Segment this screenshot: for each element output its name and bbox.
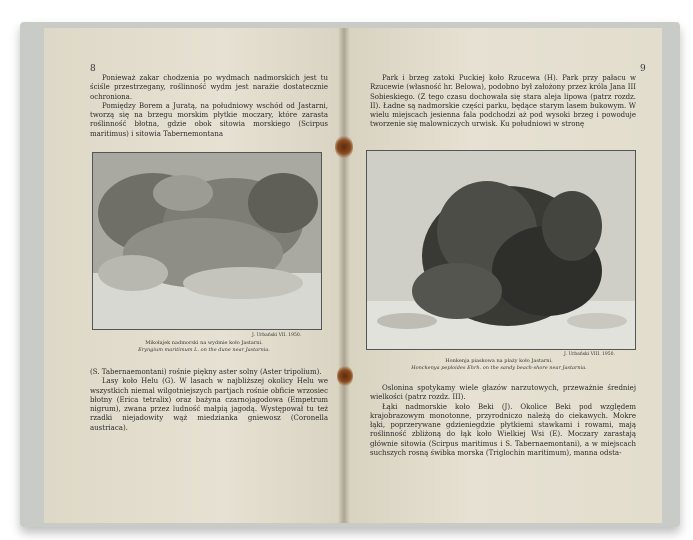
paragraph: Oslonina spotykamy wiele głazów narzutowych, przeważnie średniej wielkości (patrz rozdz. III). (370, 384, 636, 402)
honckenya-photo (366, 150, 636, 350)
left-bottom-text (90, 368, 328, 433)
page-number: 8 (90, 64, 96, 74)
paragraph: (S. Tabernaemontani) rośnie piękny aster solny (Aster tripolium). (90, 368, 322, 376)
paragraph: Lasy koło Helu (G). W lasach w najbliższej okolicy Helu we wszystkich niemal wilgotniejszych partjach rośnie obficie wrzosiec błotny (Erica tetralix) oraz bażyna czarnojagodowa (Empetrum nigrum), zwana przez ludność małpią jagodą. Występował tu też rzadki niejadowity wąż miedzianka gniewosz (Coronella austriaca). (90, 377, 328, 432)
eryngium-photo (92, 152, 322, 330)
book-spine (338, 28, 350, 523)
right-top-text (370, 74, 636, 130)
caption-text: Mikołajek nadmorski na wydmie koło Jastarni. (145, 340, 263, 346)
right-page (344, 28, 662, 523)
page-number: 9 (640, 64, 646, 74)
photo-caption (104, 340, 304, 353)
photo-credit: J. Urbański VIII. 1950. (564, 352, 615, 357)
left-page (44, 28, 344, 523)
paragraph: Łąki nadmorskie koło Beki (J). Okolice Beki pod względem krajobrazowym monotonne, przyrodniczo należą do ciekawych. Mokre łąki, poprzerywane gdzieniegdzie płytkiemi stawkami i rowami, mają roślinność zbliżoną do łąk koło Wielkiej Wsi (E). Moczary zarastają głównie sitowia (Scirpus maritimus i S. Tabernaemontani), a w miejscach suchszych rosną świbka morska (Triglochin maritimum), manna odsta- (370, 402, 636, 458)
photo-credit: J. Urbański VII. 1950. (252, 333, 302, 338)
paragraph: Ponieważ zakar chodzenia po wydmach nadmorskich jest tu ściśle przestrzegany, roślinność wydm jest narażie dostatecznie ochroniona. (90, 74, 328, 101)
caption-text: Honkenja piaskowa na plaży koło Jastarni. (445, 358, 553, 364)
rust-stain (337, 365, 353, 387)
rust-stain (335, 135, 353, 159)
caption-latin: Eryngium maritimum L. on the dune near Jastarnia. (138, 346, 270, 353)
right-bottom-text (370, 384, 636, 458)
paragraph: Park i brzeg zatoki Puckiej koło Rzucewa (H). Park przy pałacu w Rzucewie (własność hr. Belowa), podobno był założony przez króla Jana III Sobieskiego. (Z tego czasu dochowała się stara aleja lipowa (patrz rozdz. II). Ładne są nadmorskie części parku, będące starym lasem bukowym. W wielu miejscach jesienna fala podchodzi aż pod wysoki brzeg i powoduje tworzenie się malowniczych urwisk. Ku południowi w stronę (370, 74, 636, 129)
caption-latin: Honckenya peploides Ehrh. on the sandy beach-shore near Jastarnia. (411, 364, 587, 371)
left-top-text (90, 74, 328, 139)
photo-caption (384, 358, 614, 371)
paragraph: Pomiędzy Borem a Juratą, na południowy wschód od Jastarni, tworzą się na brzegu morskim płytkie moczary, które zarasta roślinność błotna, gdzie obok sitowia morskiego (Scirpus maritimus) i sitowia Tabernemontana (90, 101, 328, 138)
